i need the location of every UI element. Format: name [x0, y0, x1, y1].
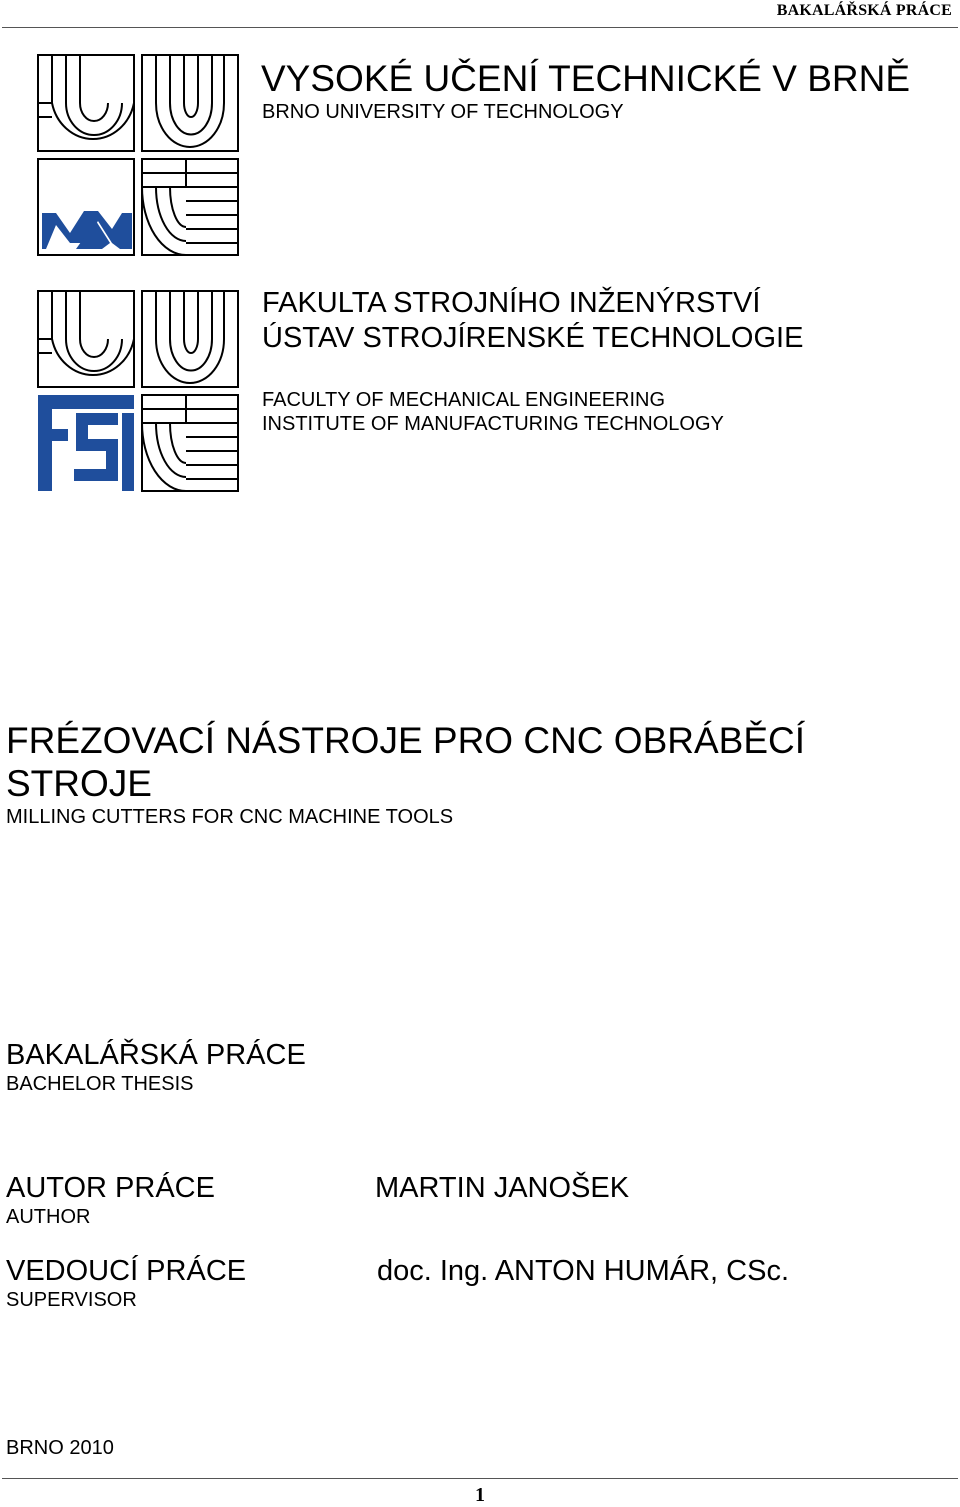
footer-rule: [2, 1478, 958, 1479]
city-year: BRNO 2010: [6, 1437, 114, 1459]
running-header: BAKALÁŘSKÁ PRÁCE: [776, 2, 952, 19]
supervisor-name: doc. Ing. ANTON HUMÁR, CSc.: [377, 1255, 790, 1287]
thesis-title-cz: FRÉZOVACÍ NÁSTROJE PRO CNC OBRÁBĚCÍ STROJE: [6, 720, 806, 804]
university-name-cz: VYSOKÉ UČENÍ TECHNICKÉ V BRNĚ: [261, 58, 911, 99]
vut-logo-icon: [36, 53, 242, 259]
faculty-name-en: FACULTY OF MECHANICAL ENGINEERING: [262, 389, 666, 411]
faculty-name-cz: FAKULTA STROJNÍHO INŽENÝRSTVÍ: [262, 287, 761, 319]
thesis-title-en: MILLING CUTTERS FOR CNC MACHINE TOOLS: [6, 806, 454, 828]
page-number: 1: [475, 1484, 485, 1506]
supervisor-label-en: SUPERVISOR: [6, 1289, 137, 1311]
university-name-en: BRNO UNIVERSITY OF TECHNOLOGY: [262, 101, 624, 123]
thesis-type-en: BACHELOR THESIS: [6, 1073, 194, 1095]
author-label-cz: AUTOR PRÁCE: [6, 1172, 215, 1204]
author-name: MARTIN JANOŠEK: [375, 1172, 630, 1204]
author-label-en: AUTHOR: [6, 1206, 91, 1228]
thesis-type-cz: BAKALÁŘSKÁ PRÁCE: [6, 1039, 306, 1071]
institute-name-en: INSTITUTE OF MANUFACTURING TECHNOLOGY: [262, 413, 724, 435]
supervisor-label-cz: VEDOUCÍ PRÁCE: [6, 1255, 247, 1287]
fsi-logo-icon: [36, 289, 242, 495]
header-rule: [2, 27, 958, 28]
institute-name-cz: ÚSTAV STROJÍRENSKÉ TECHNOLOGIE: [262, 322, 804, 354]
